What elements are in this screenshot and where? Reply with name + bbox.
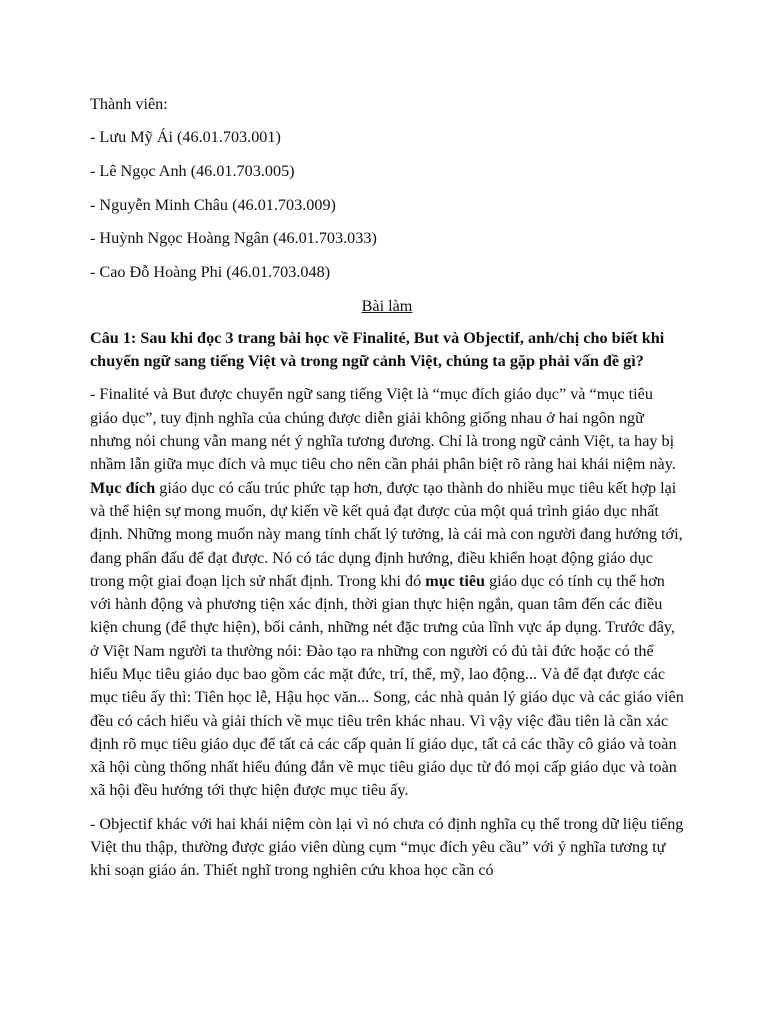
- member-item: - Lưu Mỹ Ái (46.01.703.001): [90, 128, 281, 147]
- paragraph-text: giáo dục có tính cụ thể hơn với hành động và phương tiện xác định, thời gian thực hiện ngắn, quan tâm đến các điều kiện chung (để thực hiện), bối cảnh, những nét đặc trưng của lĩnh vực áp dụng. Trước đây, ở Việt Nam người ta thường nói: Đào tạo ra những con người có đủ tài đức hoặc có thể hiểu Mục tiêu giáo dục bao gồm các mặt đức, trí, thể, mỹ, lao động... Và để đạt được các mục tiêu ấy thì: Tiên học lễ, Hậu học văn... Song, các nhà quản lý giáo dục và các giáo viên đều có cách hiểu và giải thích về mục tiêu trên khác nhau. Vì vậy việc đầu tiên là cần xác định rõ mục tiêu giáo dục để tất cả các cấp quản lí giáo dục, tất cả các thầy cô giáo và toàn xã hội cùng thống nhất hiểu đúng đắn về mục tiêu giáo dục từ đó mọi cấp giáo dục và toàn xã hội đều hướng tới thực hiện được mục tiêu ấy.: [90, 571, 684, 800]
- member-item: - Nguyễn Minh Châu (46.01.703.009): [90, 195, 336, 214]
- term-muc-dich: Mục đích: [90, 478, 156, 497]
- answer-paragraph-2: - Objectif khác với hai khái niệm còn lại vì nó chưa có định nghĩa cụ thể trong dữ liệu tiếng Việt thu thập, thường được giáo viên dùng cụm “mục đích yêu cầu” với ý nghĩa tương tự khi soạn giáo án. Thiết nghĩ trong nghiên cứu khoa học cần có: [90, 814, 684, 880]
- member-list: [90, 126, 684, 284]
- paragraph-text: - Finalité và But được chuyển ngữ sang tiếng Việt là “mục đích giáo dục” và “mục tiêu giáo dục”, tuy định nghĩa của chúng được diễn giải không giống nhau ở hai ngôn ngữ nhưng nói chung vẫn mang nét ý nghĩa tương đương. Chỉ là trong ngữ cảnh Việt, ta hay bị nhầm lẫn giữa mục đích và mục tiêu cho nên cần phải phân biệt rõ ràng hai khái niệm này.: [90, 385, 676, 474]
- member-item: - Huỳnh Ngọc Hoàng Ngân (46.01.703.033): [90, 229, 377, 248]
- section-heading: Bài làm: [361, 297, 413, 316]
- paragraph-text: giáo dục có cấu trúc phức tạp hơn, được tạo thành do nhiều mục tiêu kết hợp lại và thể hiện sự mong muốn, dự kiến về kết quả đạt được của một quá trình giáo dục nhất định. Những mong muốn này mang tính chất lý tưởng, là cái mà con người đang hướng tới, đang phấn đấu để đạt được. Nó có tác dụng định hướng, điều khiển hoạt động giáo dục trong một giai đoạn lịch sử nhất định. Trong khi đó: [90, 478, 683, 590]
- member-item: - Lê Ngọc Anh (46.01.703.005): [90, 161, 295, 180]
- members-title: Thành viên:: [90, 95, 168, 113]
- answer-paragraph-1: [90, 383, 684, 802]
- member-item: - Cao Đỗ Hoàng Phi (46.01.703.048): [90, 263, 331, 282]
- question-text: Câu 1: Sau khi đọc 3 trang bài học về Finalité, But và Objectif, anh/chị cho biết khi chuyển ngữ sang tiếng Việt và trong ngữ cảnh Việt, chúng ta gặp phải vấn đề gì?: [90, 329, 665, 371]
- term-muc-tieu: mục tiêu: [425, 571, 486, 590]
